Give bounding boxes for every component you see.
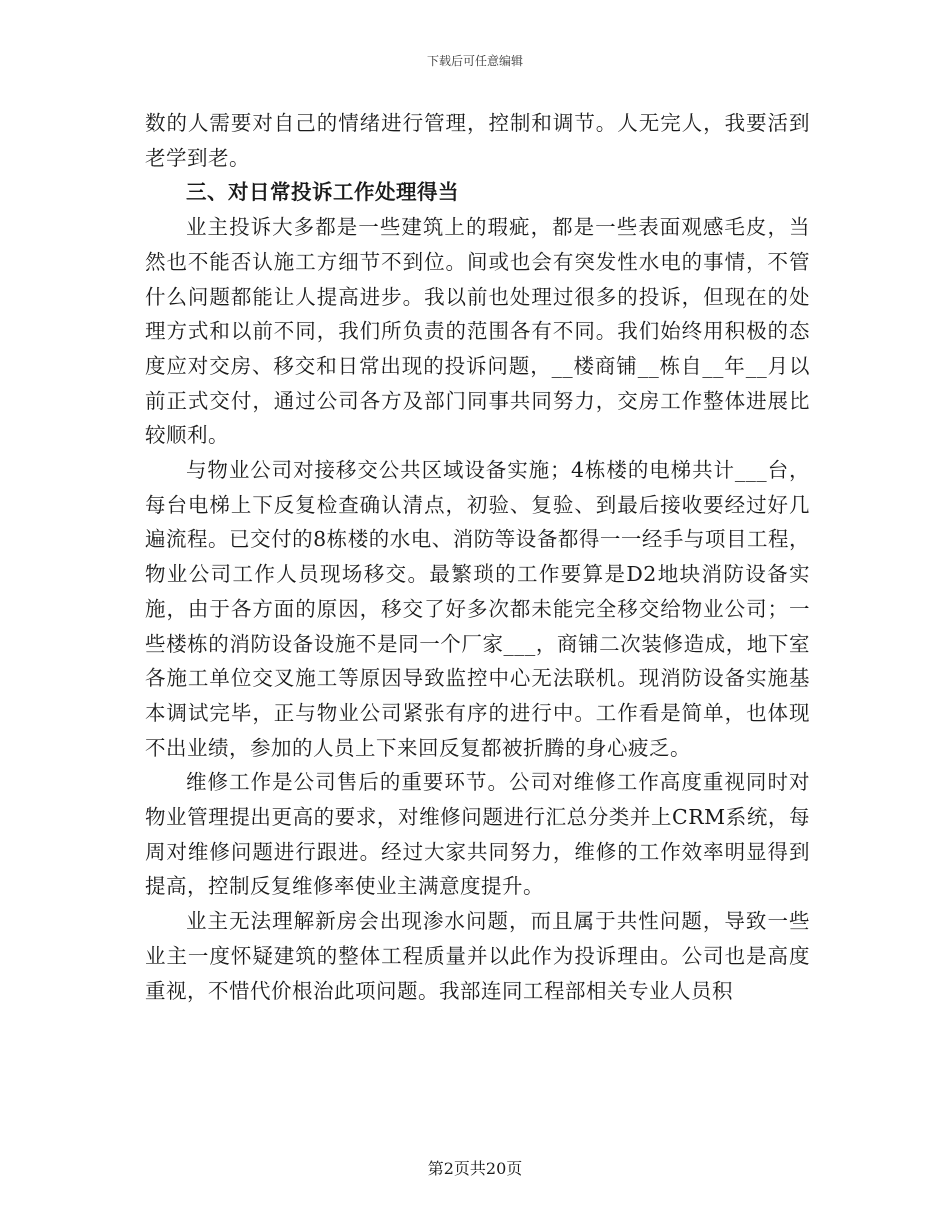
- document-body: [145, 106, 810, 1008]
- paragraph-complaints: 业主投诉大多都是一些建筑上的瑕疵，都是一些表面观感毛皮，当然也不能否认施工方细节不到位。间或也会有突发性水电的事情，不管什么问题都能让人提高进步。我以前也处理过很多的投诉，但现在的处理方式和以前不同，我们所负责的范围各有不同。我们始终用积极的态度应对交房、移交和日常出现的投诉问题，__楼商铺__栋自__年__月以前正式交付，通过公司各方及部门同事共同努力，交房工作整体进展比较顺利。: [145, 215, 810, 448]
- paragraph-continued: 数的人需要对自己的情绪进行管理，控制和调节。人无完人，我要活到老学到老。: [145, 111, 810, 170]
- section-heading: 三、对日常投诉工作处理得当: [186, 180, 459, 205]
- page-number: 第2页共20页: [427, 1159, 523, 1178]
- header-note: 下载后可任意编辑: [426, 54, 523, 68]
- paragraph-leakage: 业主无法理解新房会出现渗水问题，而且属于共性问题，导致一些业主一度怀疑建筑的整体工程质量并以此作为投诉理由。公司也是高度重视，不惜代价根治此项问题。我部连同工程部相关专业人员积: [145, 909, 810, 1003]
- paragraph-maintenance: 维修工作是公司售后的重要环节。公司对维修工作高度重视同时对物业管理提出更高的要求，对维修问题进行汇总分类并上CRM系统，每周对维修问题进行跟进。经过大家共同努力，维修的工作效率明显得到提高，控制反复维修率使业主满意度提升。: [145, 770, 810, 899]
- paragraph-handover: 与物业公司对接移交公共区域设备实施；4栋楼的电梯共计___台，每台电梯上下反复检查确认清点，初验、复验、到最后接收要经过好几遍流程。已交付的8栋楼的水电、消防等设备都得一一经手与项目工程，物业公司工作人员现场移交。最繁琐的工作要算是D2地块消防设备实施，由于各方面的原因，移交了好多次都未能完全移交给物业公司；一些楼栋的消防设备设施不是同一个厂家___，商铺二次装修造成，地下室各施工单位交叉施工等原因导致监控中心无法联机。现消防设备实施基本调试完毕，正与物业公司紧张有序的进行中。工作看是简单，也体现不出业绩，参加的人员上下来回反复都被折腾的身心疲乏。: [145, 458, 810, 760]
